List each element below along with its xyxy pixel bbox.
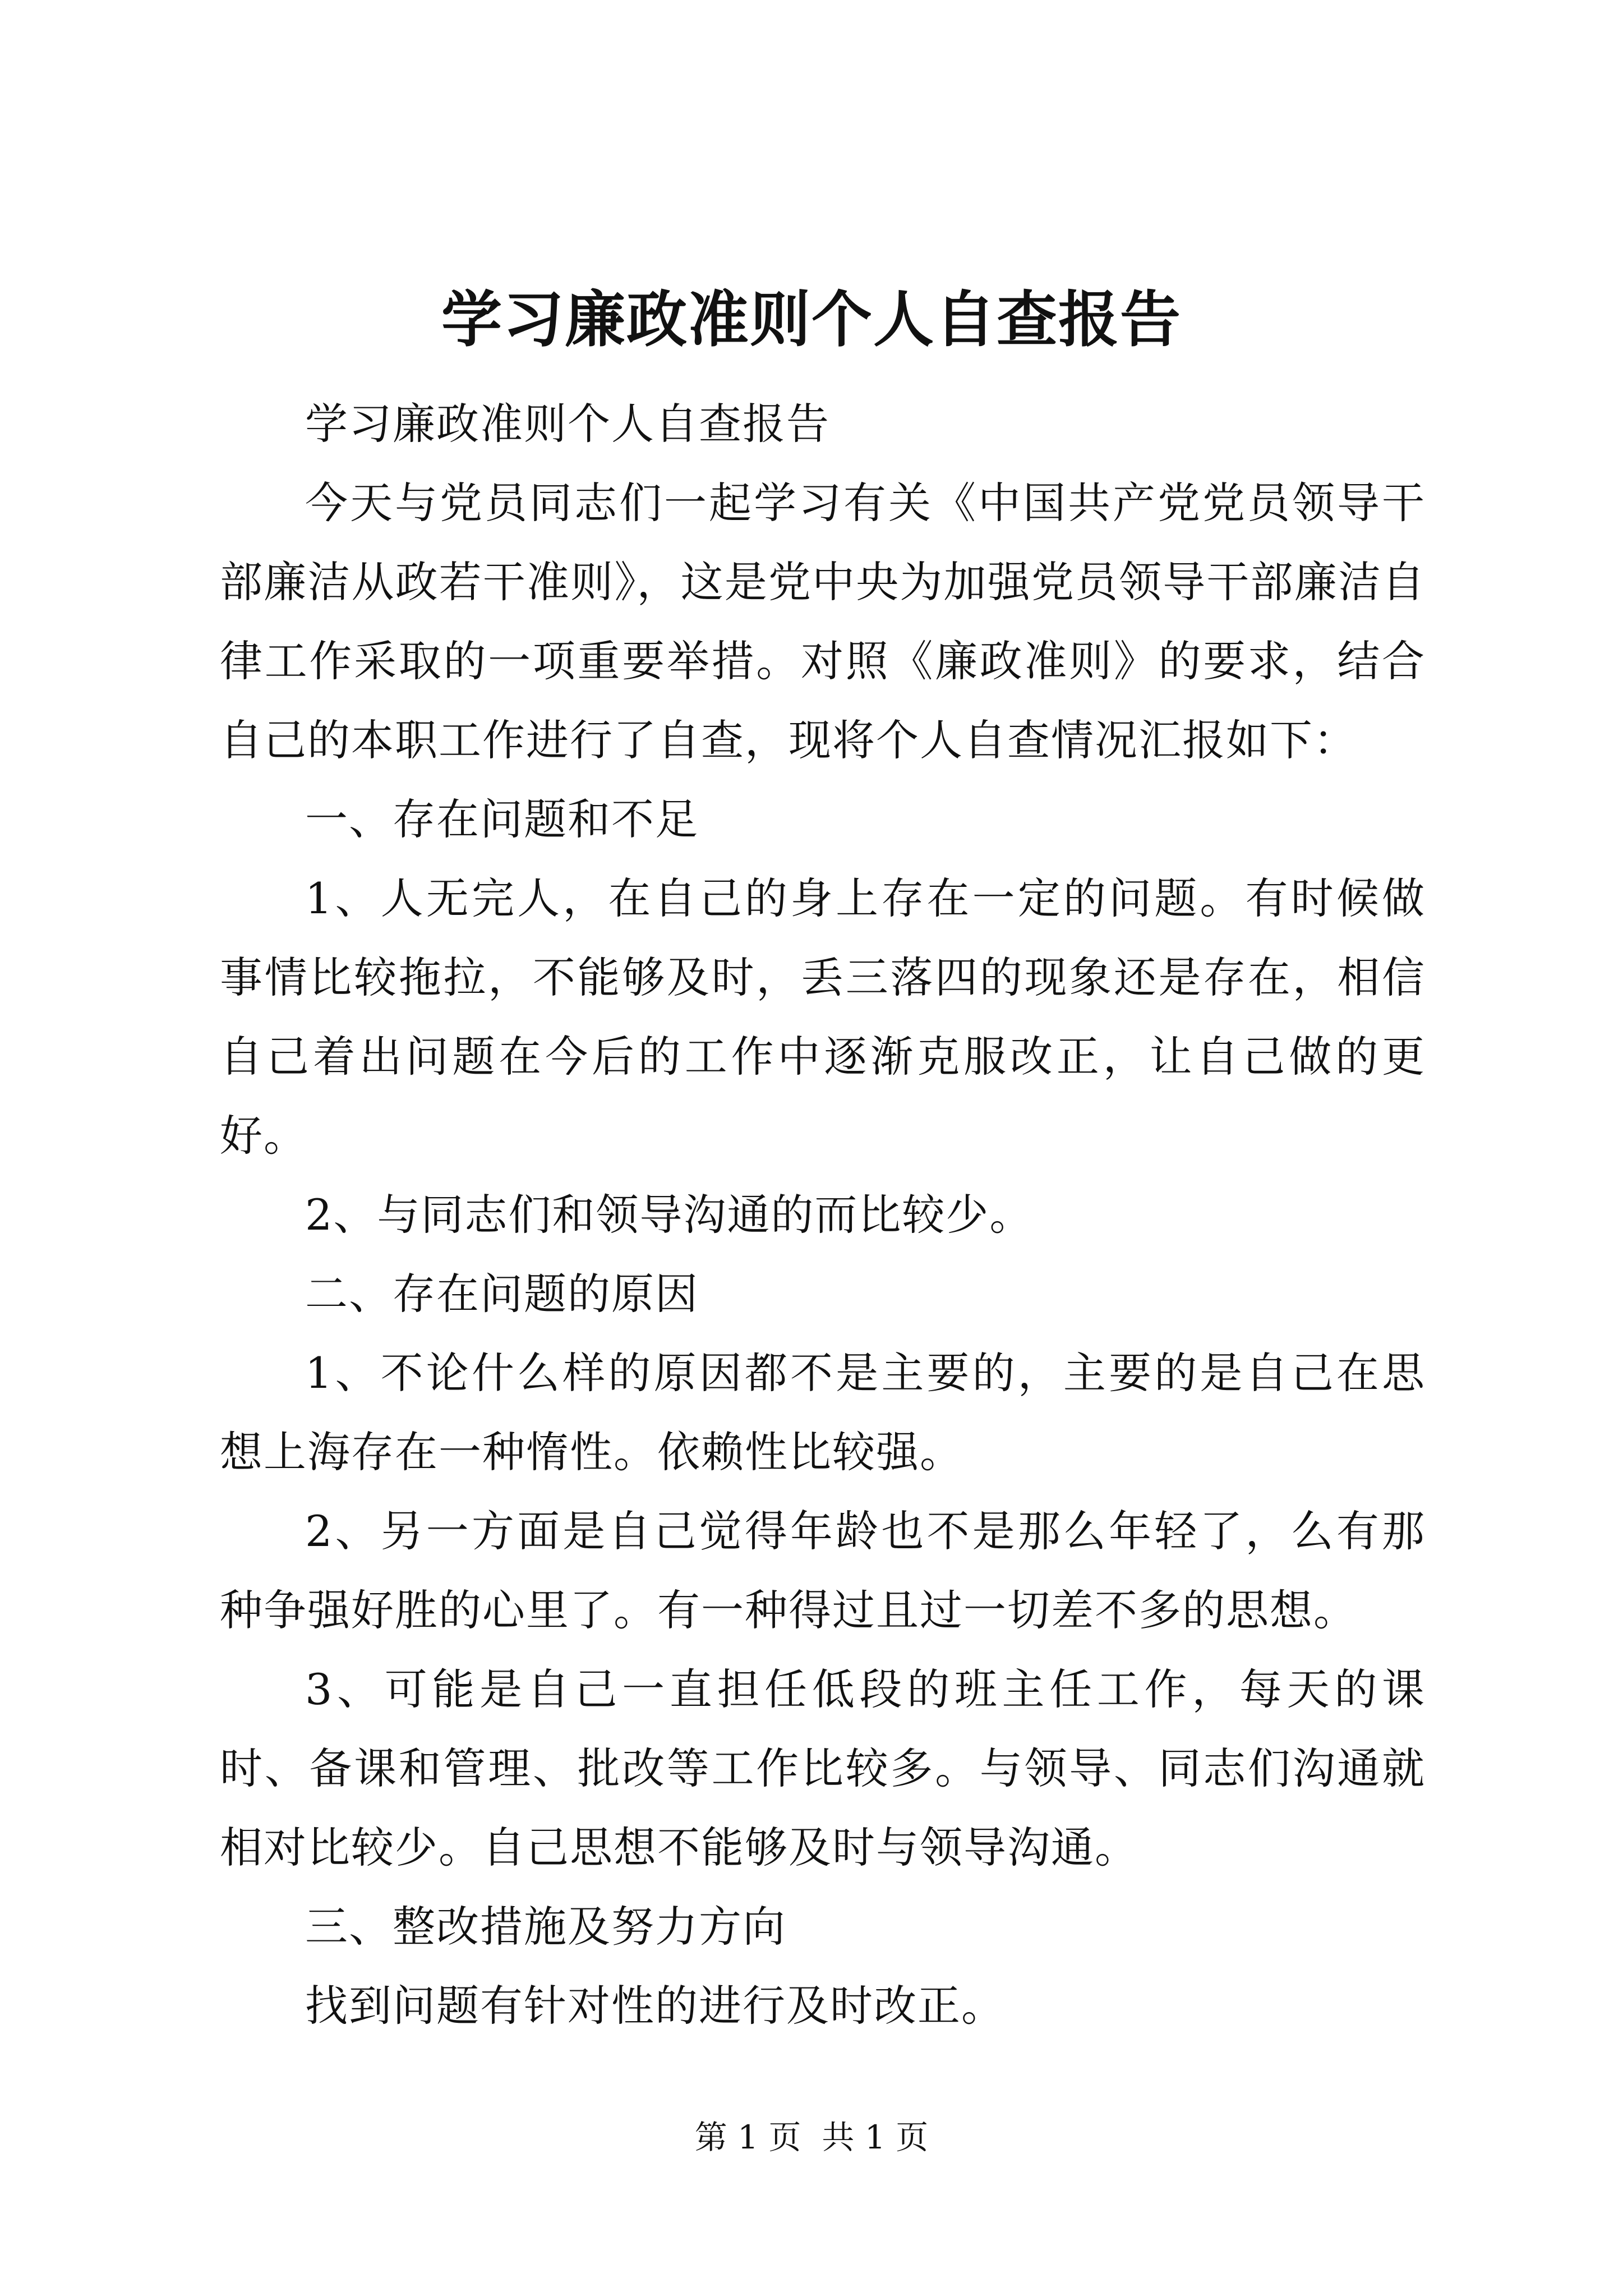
paragraph-intro: 今天与党员同志们一起学习有关《中国共产党党员领导干部廉洁从政若干准则》，这是党中央为加强党员领导干部廉洁自律工作采取的一项重要举措。对照《廉政准则》的要求，结合自己的本职工作进行了自查，现将个人自查情况汇报如下：: [220, 478, 1426, 765]
page-footer: [0, 2115, 1623, 2160]
document-title: 学习廉政准则个人自查报告: [441, 284, 1182, 355]
paragraph-item: 1、不论什么样的原因都不是主要的，主要的是自己在思想上海存在一种惰性。依赖性比较强。: [220, 1348, 1426, 1477]
paragraph-subtitle: 学习廉政准则个人自查报告: [305, 399, 830, 449]
paragraph-item: 3、可能是自己一直担任低段的班主任工作，每天的课时、备课和管理、批改等工作比较多。与领导、同志们沟通就相对比较少。自己思想不能够及时与领导沟通。: [220, 1664, 1426, 1872]
paragraph-item: 1、人无完人，在自己的身上存在一定的问题。有时候做事情比较拖拉，不能够及时，丢三落四的现象还是存在，相信自己着出问题在今后的工作中逐渐克服改正，让自己做的更好。: [220, 873, 1426, 1161]
document-body: [220, 384, 1426, 2045]
paragraph-item: 2、另一方面是自己觉得年龄也不是那么年轻了，么有那种争强好胜的心里了。有一种得过且过一切差不多的思想。: [220, 1506, 1426, 1635]
section-heading-2: 二、存在问题的原因: [305, 1269, 699, 1319]
section-heading-1: 一、存在问题和不足: [305, 794, 699, 844]
paragraph-item: 2、与同志们和领导沟通的而比较少。: [305, 1190, 1034, 1240]
paragraph-conclusion: 找到问题有针对性的进行及时改正。: [305, 1981, 1005, 2031]
section-heading-3: 三、整改措施及努力方向: [305, 1902, 786, 1952]
page-number-label: 第 1 页 共 1 页: [694, 2118, 929, 2156]
